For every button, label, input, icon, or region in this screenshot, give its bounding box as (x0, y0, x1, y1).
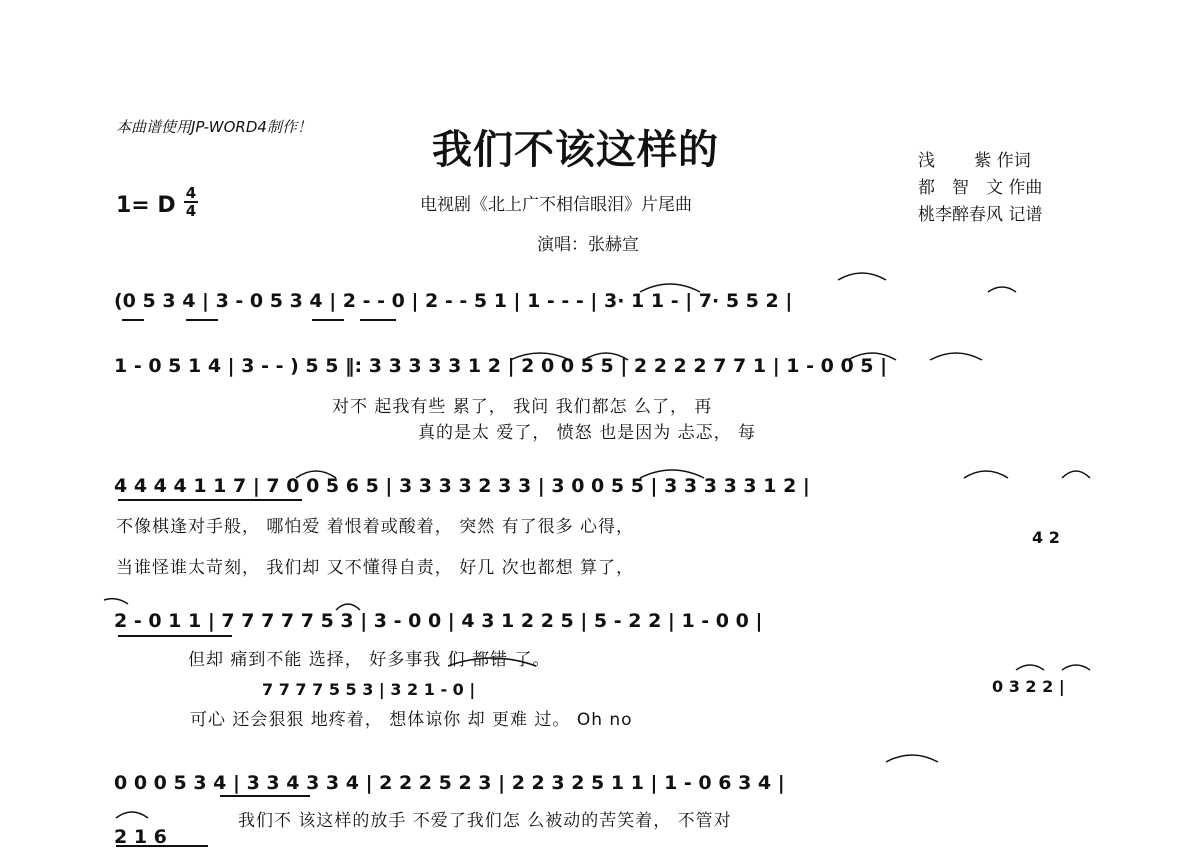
lyric-line-4b: 可心 还会狠狠 地疼着， 想体谅你 却 更难 过。 Oh no (190, 710, 633, 730)
slur (838, 273, 886, 280)
score-line-1: (0 5 3 4 | 3 - 0 5 3 4 | 2 - - 0 | 2 - - 5 1 | 1 - - - | 3· 1 1 - | 7· 5 5 2 | (114, 290, 793, 312)
score-line-2: 1 - 0 5 1 4 | 3 - - ) 5 5 ‖: 3 3 3 3 3 1 2 | 2 0 0 5 5 | 2 2 2 2 7 7 1 | 1 - 0 0 5 | (114, 355, 888, 377)
slur (848, 353, 896, 360)
slur (886, 755, 938, 762)
lyricist-credit: 浅 紫 作词 (918, 151, 1031, 171)
slur (1062, 471, 1090, 478)
slur (104, 599, 128, 604)
slur (964, 471, 1008, 478)
score-line-4: 2 - 0 1 1 | 7 7 7 7 7 5 3 | 3 - 0 0 | 4 3 1 2 2 5 | 5 - 2 2 | 1 - 0 0 | (114, 610, 763, 632)
slur (1062, 665, 1090, 670)
slur (930, 353, 982, 360)
slur (296, 471, 336, 478)
score-line-6: 2 1 6 (114, 826, 167, 848)
lyric-line-2b: 真的是太 爱了， 愤怒 也是因为 忐忑， 每 (418, 423, 757, 443)
lyric-line-4a: 但却 痛到不能 选择， 好多事我 们 都错 了。 (188, 650, 551, 670)
watermark: 本曲谱使用JP-WORD4制作！ (116, 118, 312, 136)
arranger-credit: 桃李醉春风 记谱 (918, 205, 1043, 225)
slur (640, 284, 700, 292)
score-line-4-alt-b: 0 3 2 2 | (992, 677, 1065, 696)
composer-credit: 都 智 文 作曲 (918, 178, 1043, 198)
score-line-4-alt-a: 7 7 7 7 5 5 3 | 3 2 1 - 0 | (262, 680, 476, 699)
lyric-line-3a: 不像棋逢对手般， 哪怕爱 着恨着或酸着， 突然 有了很多 心得， (116, 517, 635, 537)
score-line-5: 0 0 0 5 3 4 | 3 3 4 3 3 4 | 2 2 2 5 2 3 | 2 2 3 2 5 1 1 | 1 - 0 6 3 4 | (114, 772, 785, 794)
slur (510, 353, 570, 360)
time-numerator: 4 (185, 184, 197, 202)
slur (584, 353, 628, 360)
lyric-line-3b: 当谁怪谁太苛刻， 我们却 又不懂得自责， 好几 次也都想 算了， (116, 558, 635, 578)
song-title: 我们不该这样的 (432, 126, 719, 173)
slur (988, 287, 1016, 292)
lyric-line-5a: 我们不 该这样的放手 不爱了我们怎 么被动的苦笑着， 不管对 (238, 811, 732, 831)
slur (448, 658, 536, 666)
slur (640, 470, 704, 478)
slur (1016, 665, 1044, 670)
score-line-3: 4 4 4 4 1 1 7 | 7 0 0 5 6 5 | 3 3 3 3 2 3 3 | 3 0 0 5 5 | 3 3 3 3 3 1 2 | (114, 475, 810, 497)
score-line-3-alt: 4 2 (1032, 528, 1060, 547)
lyric-line-2a: 对不 起我有些 累了， 我问 我们都怎 么了， 再 (332, 397, 713, 417)
slur (336, 604, 360, 610)
time-denominator: 4 (185, 202, 197, 220)
subtitle: 电视剧《北上广不相信眼泪》片尾曲 (420, 195, 692, 215)
slur (116, 812, 148, 818)
key-signature: 1= D (116, 193, 176, 218)
singer: 演唱：张赫宣 (537, 235, 639, 255)
